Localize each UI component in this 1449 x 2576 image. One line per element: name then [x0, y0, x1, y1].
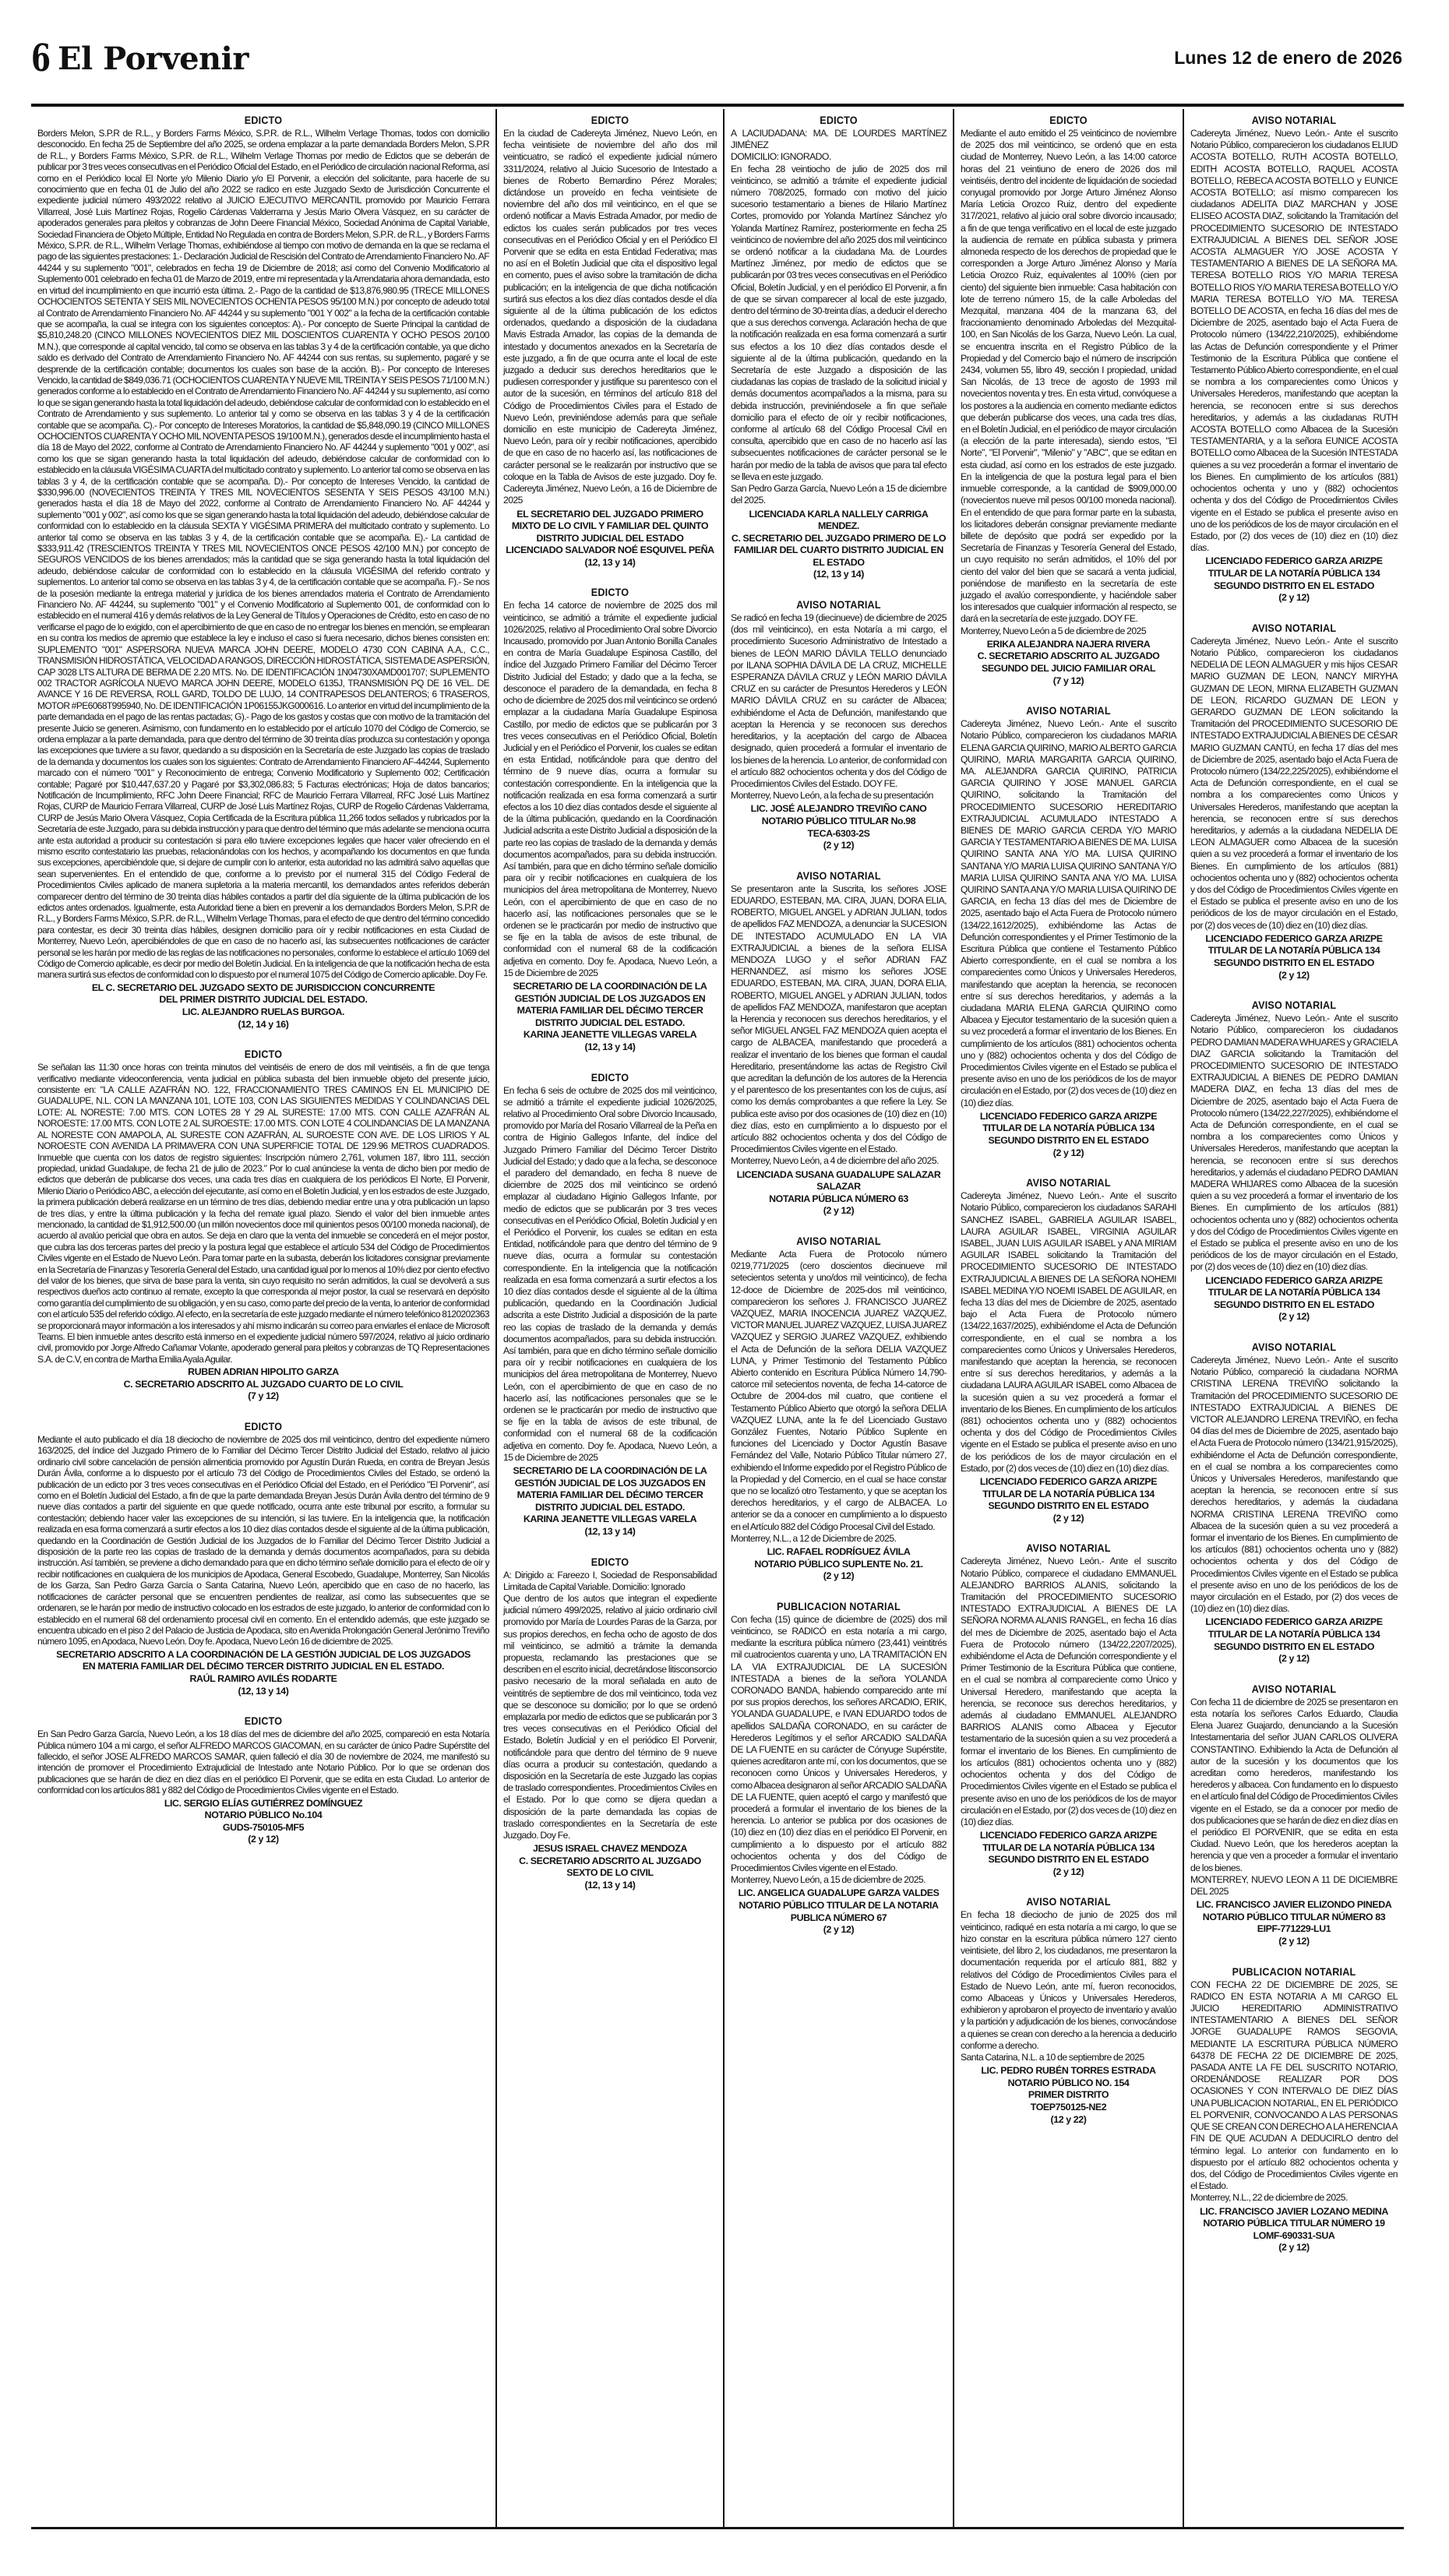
notice-title: AVISO NOTARIAL	[1026, 1895, 1111, 1908]
signature-line: EIPF-771229-LU1	[1257, 1923, 1331, 1935]
notice-signature	[37, 982, 489, 1031]
signature-line: TITULAR DE LA NOTARÍA PÚBLICA 134	[982, 1122, 1155, 1134]
legal-notice	[961, 1542, 1176, 1878]
publication-dates: (2 y 12)	[1278, 592, 1310, 604]
notice-body-paragraph: Cadereyta Jiménez, Nuevo León.- Ante el suscrito Notario Público, comparece el ciudadano EMMANUEL ALEJANDRO BARRIOS ALANIS, solicitando la Tramitación del PROCEDIMIENTO SUCESORIO INTESTADO EXTRAJUDICIAL A BIENES DE LA SEÑORA NORMA ALANIS RANGEL, en fecha 16 días del mes de Diciembre de 2025, asentado bajo el Acta Fuera de Protocolo número (134/22,2207/2025), exhibiéndome el Acta de Defunción correspondiente y el Primer Testimonio de la Escritura Pública que contiene, en el cual se nombra al compareciente como Único y Universal Heredero, manifestando que acepta la herencia, se reconoce sus derechos hereditarios, y además al ciudadano EMMANUEL ALEJANDRO BARRIOS ALANIS como Albacea y Ejecutor testamentario de la sucesión quien a su vez procederá a formar el inventario de los Bienes. En cumplimiento de los artículos (881) ochocientos ochenta uno y (882) ochocientos ochenta y dos del Código de Procedimientos Civiles vigente en el Estado se publica el presente aviso en uno de los periódicos de los de mayor circulación en el Estado, por (2) dos veces de (10) diez en (10) diez días.	[961, 1556, 1176, 1827]
signature-line: SEGUNDO DISTRITO EN EL ESTADO	[1214, 580, 1374, 591]
notice-signature	[1190, 1275, 1398, 1323]
notice-body-paragraph: En fecha 28 veintiocho de julio de 2025 dos mil veinticinco, se admitió a trámite el expediente judicial número 708/2025, formado con motivo del juicio sucesorio testamentario a bienes de Hilario Martínez Cortes, promovido por Yolanda Martínez Sánchez y/o Yolanda Martínez Ramírez, posteriormente en fecha 25 veinticinco de noviembre del año 2025 dos mil veinticinco se ordenó notificar a la ciudadana Ma. de Lourdes Martínez Jiménez, por medio de edictos que se publicarán por 03 tres veces consecutivas en el Periódico Oficial, Boletín Judicial, y en el periódico El Porvenir, a fin de que se sirvan comparecer al local de este juzgado, dentro del término de 30-treinta días, a deducir el derecho que a sus derechos convenga. Aclaración hecha de que la notificación realizada en esa forma comenzará a surtir sus efectos a los 10 diez días contados desde el siguiente al de la última publicación, quedando en la Secretaría de este Juzgado a disposición de las ciudadanas las copias de traslado de la solicitud inicial y demás documentos acompañados a la misma, para su debida instrucción, previniéndosele a fin que señale domicilio para el efecto de oír y recibir notificaciones, conforme al artículo 68 del Código Procesal Civil en consulta, apercibido que en caso de no hacerlo así las subsecuentes notificaciones de carácter personal se le harán por medio de la tabla de avisos que para tal efecto se lleva en este juzgado.	[731, 163, 947, 482]
notice-body-paragraph: Con fecha 11 de diciembre de 2025 se presentaron en esta notaría los señores Carlos Eduardo, Claudia Elena Juarez Guajardo, denunciando a la Sucesión Intestamentaria del señor JUAN CARLOS OLIVERA CONSTANTINO. Exhibiendo la Acta de Defunción al autor de la sucesión y los documentos que los acreditan como herederos, manifestando los herederos y albacea. Con fundamento en lo dispuesto en el artículo final del Código de Procedimientos Civiles vigente en el Estado, se da a conocer por medio de dos publicaciones que se harán de diez en diez días en el periódico El PORVENIR, que se edita en esta Ciudad. Nuevo León, que los herederos aceptan la herencia y que ven a proceder a formular el inventario de los bienes.	[1190, 1696, 1398, 1873]
signature-line: NOTARIO PÚBLICO TITULAR NÚMERO 83	[1202, 1911, 1386, 1922]
signature-line: TITULAR DE LA NOTARÍA PÚBLICA 134	[1208, 1287, 1380, 1299]
legal-notice	[37, 1714, 489, 1846]
legal-notice	[1190, 114, 1398, 604]
notice-signature	[503, 981, 717, 1054]
signature-line: JESUS ISRAEL CHAVEZ MENDOZA	[532, 1843, 688, 1855]
signature-line: NOTARIO PÚBLICO SUPLENTE No. 21.	[754, 1558, 923, 1570]
publication-dates: (2 y 12)	[1278, 2242, 1310, 2254]
legal-notice	[1190, 622, 1398, 981]
signature-line: NOTARIO PÚBLICA TITULAR NÚMERO 19	[1203, 2218, 1385, 2229]
legal-notice	[731, 114, 947, 581]
signature-line: LICENCIADO FEDERICO GARZA ARIZPE	[1205, 555, 1383, 567]
column-1	[31, 109, 497, 2527]
notice-signature	[503, 1843, 717, 1891]
signature-line: NOTARIO PÚBLICO NO. 154	[1007, 2077, 1130, 2088]
legal-notice	[1190, 999, 1398, 1323]
publication-dates: (7 y 12)	[248, 1390, 279, 1402]
legal-notice	[503, 586, 717, 1053]
publication-dates: (2 y 12)	[1052, 1512, 1084, 1524]
signature-line: SEGUNDO DISTRITO EN EL ESTADO	[1214, 957, 1374, 968]
notice-body-paragraph: En San Pedro Garza García, Nuevo León, a los 18 días del mes de diciembre del año 2025, compareció en esta Notaría Pública número 104 a mi cargo, el señor ALFREDO MARCOS GIACOMAN, en su carácter de único Padre Supérstite del fallecido, el señor JOSE ALFREDO MARCOS SAMAR, quien falleció el día 30 de noviembre de 2024, me manifestó su intención de promover el Procedimiento Extrajudicial de Intestado ante Notario Público. Por lo que se ordenan dos publicaciones que se harán de diez en diez días en el periódico El Porvenir, que se edita en esta Ciudad. Lo anterior de conformidad con los artículos 881 y 882 del Código de Procedimientos Civiles vigente en el Estado.	[37, 1728, 489, 1796]
notice-body-paragraph: Monterrey, N.L., 22 de diciembre de 2025.	[1190, 2192, 1348, 2204]
publication-dates: (2 y 12)	[823, 1205, 855, 1217]
signature-line: LIC. JOSÉ ALEJANDRO TREVIÑO CANO	[750, 803, 927, 815]
signature-line: LIC. ANGELICA GUADALUPE GARZA VALDES	[738, 1887, 940, 1899]
notice-title: EDICTO	[244, 1420, 283, 1432]
signature-line: TECA-6303-2S	[807, 827, 870, 839]
publication-dates: (2 y 12)	[823, 1570, 855, 1582]
notice-signature	[37, 1649, 489, 1697]
publication-dates: (2 y 12)	[1052, 1147, 1084, 1158]
publication-dates: (12, 13 y 14)	[813, 569, 865, 580]
notice-signature	[731, 1169, 947, 1218]
notice-body-paragraph: Monterrey, Nuevo León, a la fecha de su presentación	[731, 790, 933, 802]
signature-line: C. SECRETARIO ADSCRITO AL JUZGADO SEGUNDO DEL JUICIO FAMILIAR ORAL	[977, 650, 1160, 674]
notice-title: AVISO NOTARIAL	[796, 1234, 881, 1247]
notice-body-paragraph: En fecha 14 catorce de noviembre de 2025 dos mil veinticinco, se admitió a trámite el expediente judicial 1026/2025, relativo al Procedimiento Oral sobre Divorcio Incausado, promovido por Juan Antonio Bonilla Canales en contra de María Guadalupe Espinosa Castillo, del índice del Juzgado Primero Familiar del Décimo Tercer Distrito Judicial del Estado; y dado que a la fecha, se desconoce el paradero de la demandada, en fecha 8 ocho de diciembre de 2025 dos mil veinticinco se ordenó emplazar a la ciudadana María Guadalupe Espinosa Castillo, por medio de edictos que se publicarán por 3 tres veces consecutivas en el Periódico Oficial, Boletín Judicial y en el Periódico el Porvenir, los cuales se editan en esta Entidad, notificándole para que dentro del término de 9 nueve días, ocurra a formular su contestación correspondiente. En la inteligencia que la notificación realizada en esa forma comenzará a surtir efectos a los 10 diez días contados desde el siguiente al de la última publicación, quedando en la Coordinación Judicial adscrita a este Distrito Judicial a disposición de la parte reo las copias de traslado de la demanda y demás documentos acompañados, para su debida instrucción. Así también, para que en dicho término señale domicilio para oír y recibir notificaciones en cualquiera de los municipios del área metropolitana de Monterrey, Nuevo León, con el apercibimiento de que en caso de no hacerlo así, las notificaciones personales que se le ordenen se le practicarán por medio de instructivo que se fije en la tabla de avisos de este tribunal, de conformidad con el numeral 68 de la codificación adjetiva en comento. Doy fe. Apodaca, Nuevo León, a 15 de Diciembre de 2025	[503, 600, 717, 978]
notice-body-paragraph: Monterrey, Nuevo León a 5 de diciembre de 2025	[961, 625, 1147, 636]
publication-dates: (12, 13 y 14)	[584, 1526, 636, 1537]
legal-notice	[961, 1176, 1176, 1524]
notice-body-paragraph: En la ciudad de Cadereyta Jiménez, Nuevo León, en fecha veintisiete de noviembre del año dos mil veinticuatro, se radicó el expediente judicial número 3311/2024, relativo al Juicio Sucesorio de Intestado a bienes de Roberto Bernardino Pérez Morales; dictándose un proveído en fecha veintisiete de noviembre del año dos mil veinticinco, en el que se ordenó notificar a Mavis Estrada Amador, por medio de edictos los cuales serán publicados por tres veces consecutivas en el Periódico Oficial y en el Periódico El Porvenir que se edita en esta Entidad Federativa; mas no así en el Boletín Judicial que cita el dispositivo legal en comento, pues el aviso sobre la tramitación de dicha publicación; en la inteligencia de que dicha notificación surtirá sus efectos a los diez días contados desde el día siguiente al de la última publicación de los edictos ordenados, quedando a disposición de la ciudadana Mavis Estrada Amador, las copias de la demanda de intestado y documentos anexados en la Secretaría de este juzgado, a fin de que ocurra ante el local de este juzgado a deducir sus derechos hereditarios que le pudiesen corresponder y justifique su parentesco con el autor de la sucesión, en términos del artículo 818 del Código de Procedimientos Civiles para el Estado de Nuevo León, previniéndose además para que señale domicilio en este municipio de Cadereyta Jiménez, Nuevo León, para oír y recibir notificaciones, apercibido de que en caso de no hacerlo así, las notificaciones de carácter personal se le realizarán por instructivo que se coloque en la Tabla de Avisos de este juzgado. Doy fe. Cadereyta Jiménez, Nuevo León, a 16 de Diciembre de 2025	[503, 128, 717, 506]
notice-title: AVISO NOTARIAL	[1251, 999, 1337, 1012]
notice-title: AVISO NOTARIAL	[1251, 1682, 1337, 1695]
notice-body-paragraph: Mediante el auto publicado el día 18 dieciocho de noviembre de 2025 dos mil veinticinco, dentro del expediente número 163/2025, del índice del Juzgado Primero de lo Familiar del Décimo Tercer Distrito Judicial del Estado, relativo al juicio ordinario civil sobre cancelación de pensión alimenticia promovido por Agustín Durán Rueda, en contra de Breyan Jesús Durán Ávila, conforme a lo dispuesto por el artículo 73 del Código de Procedimientos Civiles del Estado, se ordenó la publicación de un edicto por 3 tres veces consecutivas en el Periódico Oficial del Estado, en el Periódico "El Porvenir", así como en el Boletín Judicial del Estado, a fin de que la parte demandada Breyan Jesús Durán Ávila dentro del término de 9 nueve días contados a partir del siguiente en que quede notificado, ocurra ante este tribunal por escrito, a formular su contestación; debiendo hacer valer las excepciones de su intención, si las tuviere. En la inteligencia que, la notificación realizada en esa forma comenzará a surtir efectos a los 10 diez días contados desde el siguiente al de la última publicación, quedando en la Coordinación de Gestión Judicial de los Juzgados de lo Familiar del Décimo Tercer Distrito Judicial a disposición de la parte reo las copias de traslado de la demanda y demás documentos acompañados, para su debida instrucción. Así también, se previene a dicho demandado para que en dicho término señale domicilio para el efecto de oír y recibir notificaciones en cualquiera de los municipios de Apodaca, General Escobedo, Guadalupe, Monterrey, San Nicolás de los Garza, San Pedro Garza García o Santa Catarina, Nuevo León, apercibido que en caso de no hacerlo, las notificaciones de carácter personal que se encuentren pendientes de realizar, así como las subsecuentes que se ordenaren, se le harán por medio de instructivo colocado en los estrados de este juzgado, lo anterior de conformidad con lo establecido en el numeral 68 del ordenamiento procesal civil en comento. En el entendido además, que este juzgado se encuentra ubicado en el piso 2 del Palacio de Justicia de Apodaca, sito en Avenida Prolongación General Jerónimo Treviño número 1095, en Apodaca, Nuevo León. Doy fe. Apodaca, Nuevo León 16 de diciembre de 2025.	[37, 1434, 489, 1647]
notice-signature	[503, 509, 717, 569]
notice-signature	[1190, 555, 1398, 604]
signature-line: LIC. FRANCISCO JAVIER LOZANO MEDINA	[1200, 2205, 1388, 2217]
signature-line: EN MATERIA FAMILIAR DEL DÉCIMO TERCER DISTRITO JUDICIAL EN EL ESTADO.	[82, 1661, 445, 1672]
notice-body-paragraph: Monterrey, Nuevo León, a 15 de diciembre de 2025.	[731, 1874, 925, 1886]
notice-signature	[1190, 1899, 1398, 1947]
notice-body-paragraph: Que dentro de los autos que integran el expediente judicial número 499/2025, relativo al juicio ordinario civil promovido por María de Lourdes Paras de la Garza, por sus propios derechos, en fecha ocho de agosto de dos mil veinticinco, se admitió a trámite la demanda propuesta, reclamando las prestaciones que se describen en el escrito inicial, decretándose litisconsorcio pasivo necesario de la moral señalada en auto de veintitrés de septiembre de dos mil veinticinco, toda vez que se desconoce su domicilio; por lo que se ordenó emplazarla por medio de edictos que se publicarán por 3 tres veces consecutivas en el Periódico Oficial del Estado, Boletín Judicial y en el periódico El Porvenir, notificándole para que dentro del término de 9 nueve días ocurra a producir su contestación, quedando a disposición en la Secretaría de este Juzgado las copias de traslado correspondientes. Procedimientos Civiles en el Estado. Por lo que como se dijera quedan a disposición de la parte demandada las copias de traslado correspondientes en la Secretaría de este Juzgado. Doy Fe.	[503, 1593, 717, 1841]
signature-line: LICENCIADO FEDERICO GARZA ARIZPE	[979, 1110, 1158, 1122]
signature-line: LIC. ALEJANDRO RUELAS BURGOA.	[182, 1006, 345, 1018]
notice-signature	[503, 1465, 717, 1538]
newspaper-name: El Porvenir	[58, 41, 249, 77]
notice-title: AVISO NOTARIAL	[796, 869, 881, 882]
publication-dates: (2 y 12)	[823, 840, 855, 851]
notice-signature	[731, 803, 947, 851]
signature-line: TOEP750125-NE2	[1030, 2101, 1107, 2113]
publication-dates: (12, 13 y 14)	[584, 556, 636, 568]
legal-notice	[1190, 1965, 1398, 2254]
notice-body-paragraph: Cadereyta Jiménez, Nuevo León.- Ante el suscrito Notario Público, comparecieron los ciudadanos MARIA ELENA GARCIA QUIRINO, MARIO ALBERTO GARCIA QUIRINO, MARIA MARGARITA GARCIA QUIRINO, MA. ALEJANDRA GARCIA QUIRINO, PATRICIA GARCIA QUIRINO Y JOSE MANUEL GARCIA QUIRINO, solicitando la Tramitación del PROCEDIMIENTO SUCESORIO HEREDITARIO EXTRAJUDICIAL ACUMULADO INTESTADO A BIENES DE MARIO GARCIA CERDA Y/O MARIO GARCIA Y TESTAMENTARIO A BIENES DE MA. LUISA QUIRINO SANTA ANA Y/O MA. LUISA QUIRINO SANTANA Y/O MARIA LUISA QUIRINO SANTANA Y/O MARIA LUISA QUIRINO SANTA ANA Y/O MA. LUISA QUIRINO SANTA ANA Y/O MARIA LUISA QUIRINO DE GARCIA, en fecha 13 días del mes de Diciembre de 2025, asentado bajo el Acta Fuera de Protocolo número (134/22,1612/2025), exhibiéndome las Actas de Defunción correspondientes y el Primer Testimonio de la Escritura Pública que contiene el Testamento Público Abierto correspondiente, en el cual se nombra a los comparecientes como Únicos y Universales Herederos, manifestando que aceptan la herencia, se reconocen entre sí sus derechos hereditarios, y además a la ciudadana MARIA ELENA GARCIA QUIRINO como Albacea y Ejecutor testamentario de la sucesión quien a su vez procederá a formar el inventario de los Bienes. En cumplimiento de los artículos (881) ochocientos ochenta uno y (882) ochocientos ochenta y dos del Código de Procedimientos Civiles vigente en el Estado se publica el presente aviso en uno de los periódicos de los de mayor circulación en el Estado, por (2) dos veces de (10) diez en (10) diez días.	[961, 718, 1176, 1108]
publication-dates: (2 y 12)	[248, 1834, 279, 1845]
notice-body-paragraph: Mediante Acta Fuera de Protocolo número 0219,771/2025 (cero doscientos diecinueve mil setecientos setenta y uno/dos mil veinticinco), de fecha 12-doce de Diciembre de 2025-dos mil veinticinco, comparecieron los señores J. FRANCISCO JUAREZ VAZQUEZ, MARIA INOCENCIA JUAREZ VAZQUEZ, VICTOR MANUEL JUAREZ VAZQUEZ, LUISA JUAREZ VAZQUEZ y SERGIO JUAREZ VAZQUEZ, exhibiendo el Acta de Defunción de la señora DELIA VAZQUEZ LUNA, y Primer Testimonio del Testamento Público Abierto contenido en Escritura Pública Número 14,790-catorce mil setecientos noventa, de fecha 14-catorce de Octubre de 2004-dos mil cuatro, que contiene el Testamento Público Abierto que otorgó la señora DELIA VAZQUEZ LUNA, ante la fe del Licenciado Gustavo González Fuentes, Notario Público Suplente en funciones del Licenciado y Doctor Agustín Basave Fernández del Valle, Notario Público Titular número 27, exhibiendo el Informe expedido por el Registro Público de la Propiedad y del Comercio, en el cual se hace constar que no se localizó otro Testamento, y que se aceptan los derechos hereditarios, y el cargo de ALBACEA. Lo anterior se da a conocer en cumplimiento a lo dispuesto en el Artículo 882 del Código Procesal Civil del Estado.	[731, 1248, 947, 1532]
notice-title: PUBLICACION NOTARIAL	[777, 1599, 901, 1612]
signature-line: SECRETARIO ADSCRITO A LA COORDINACIÓN DE LA GESTIÓN JUDICIAL DE LOS JUZGADOS	[56, 1648, 471, 1660]
column-3	[724, 109, 954, 2527]
signature-line: LICENCIADO FEDERICO GARZA ARIZPE	[979, 1830, 1158, 1841]
notice-body-paragraph: DOMICILIO: IGNORADO.	[731, 151, 831, 163]
signature-line: EL SECRETARIO DEL JUZGADO PRIMERO MIXTO DE LO CIVIL Y FAMILIAR DEL QUINTO DISTRITO JUDICIAL DEL ESTADO	[511, 508, 709, 544]
signature-line: SEGUNDO DISTRITO EN EL ESTADO	[988, 1854, 1149, 1866]
notice-title: EDICTO	[591, 114, 629, 126]
notice-signature	[961, 1111, 1176, 1159]
notice-body-paragraph: En fecha 6 seis de octubre de 2025 dos mil veinticinco, se admitió a trámite el expediente judicial 1026/2025, relativo al Procedimiento Oral sobre Divorcio Incausado, promovido por María del Rosario Villarreal de la Peña en contra de Higinio Gallegos Infante, del índice del Juzgado Primero Familiar del Décimo Tercer Distrito Judicial del Estado; y dado que a la fecha, se desconoce el paradero del demandado, en fecha 8 nueve de diciembre de 2025 dos mil veinticinco se ordenó emplazar al ciudadano Higinio Gallegos Infante, por medio de edictos que se publicarán por 3 tres veces consecutivas en el Periódico Oficial, Boletín Judicial y en el Periódico el Porvenir, los cuales se editan en esta Entidad, notificándole para que dentro del término de 9 nueve días, ocurra a formular su contestación correspondiente. En la inteligencia que la notificación realizada en esa forma comenzará a surtir efectos a los 10 diez días contados desde el siguiente al de la última publicación, quedando en la Coordinación Judicial adscrita a este Distrito Judicial a disposición de la parte reo las copias de traslado de la demanda y demás documentos acompañados, para su debida instrucción. Así también, para que en dicho término señale domicilio para oír y recibir notificaciones en cualquiera de los municipios del área metropolitana de Monterrey, Nuevo León, con el apercibimiento de que en caso de no hacerlo así, las notificaciones personales que se le ordenen se le practicarán por medio de instructivo que se fije en la tabla de avisos de este tribunal, de conformidad con el numeral 68 de la codificación adjetiva en comento. Doy fe. Apodaca, Nuevo León, a 15 de Diciembre de 2025	[503, 1084, 717, 1463]
notice-body-paragraph: Con fecha (15) quince de diciembre de (2025) dos mil veinticinco, se RADICÓ en esta notaría a mi cargo, mediante la escritura pública número (23,441) veintitrés mil cuatrocientos cuarenta y uno, LA TRAMITACIÓN EN LA VIA EXTRAJUDICIAL DE LA SUCESIÓN INTESTADA a bienes de la señora YOLANDA CORONADO BANDA, habiendo comparecido ante mí por sus propios derechos, los señores ARCADIO, ERIK, YOLANDA GUADALUPE, e IVAN EDUARDO todos de apellidos SALDAÑA CORONADO, en su carácter de Herederos Legítimos y el señor ARCADIO SALDAÑA DE LA FUENTE en su carácter de Cónyuge Supérstite, quienes acreditaron ante mí, con los documentos, que se reconocen como Únicos y Universales Herederos, y como Albacea designaron al señor ARCADIO SALDAÑA DE LA FUENTE, quien aceptó el cargo y manifestó que procederá a formular el inventario de los bienes de la herencia. Lo anterior se publica por dos ocasiones de (10) diez en (10) diez días en el periódico El Porvenir, en cumplimiento a lo dispuesto por el artículo 882 ochocientos ochenta y dos del Código de Procedimientos Civiles vigente en el Estado.	[731, 1613, 947, 1874]
notice-title: EDICTO	[244, 1048, 283, 1061]
notice-title: PUBLICACION NOTARIAL	[1232, 1965, 1356, 1978]
legal-notice	[1190, 1341, 1398, 1665]
signature-line: LICENCIADO FEDERICO GARZA ARIZPE	[1205, 1616, 1383, 1628]
signature-line: NOTARIA PÚBLICA NÚMERO 63	[769, 1193, 908, 1204]
column-5	[1184, 109, 1404, 2527]
notice-signature	[731, 509, 947, 582]
notice-title: EDICTO	[591, 1070, 629, 1084]
page-number: 6	[31, 37, 51, 80]
legal-notice	[731, 1235, 947, 1583]
legal-notice	[961, 1895, 1176, 2126]
legal-notice	[503, 1071, 717, 1538]
notice-title: AVISO NOTARIAL	[1251, 114, 1337, 126]
bottom-rule	[31, 2527, 1404, 2529]
notice-title: AVISO NOTARIAL	[796, 598, 881, 611]
signature-line: RUBEN ADRIAN HIPOLITO GARZA	[188, 1366, 339, 1378]
notice-title: EDICTO	[244, 114, 283, 126]
signature-line: SEGUNDO DISTRITO EN EL ESTADO	[1214, 1299, 1374, 1310]
notice-title: EDICTO	[591, 586, 629, 599]
signature-line: SEGUNDO DISTRITO EN EL ESTADO	[988, 1135, 1149, 1146]
notice-body-paragraph: San Pedro Garza García, Nuevo León a 15 de diciembre del 2025.	[731, 483, 947, 506]
legal-notice	[37, 114, 489, 1031]
legal-notice	[961, 114, 1176, 687]
publication-dates: (2 y 12)	[1052, 1866, 1084, 1877]
notice-body-paragraph: Monterrey, N.L., a 12 de Diciembre de 2025.	[731, 1532, 897, 1544]
notice-signature	[1190, 933, 1398, 981]
signature-line: KARINA JEANETTE VILLEGAS VARELA	[523, 1029, 697, 1041]
signature-line: LICENCIADA SUSANA GUADALUPE SALAZAR SALAZAR	[736, 1168, 941, 1193]
publication-dates: (12, 14 y 16)	[238, 1018, 289, 1030]
notice-body-paragraph: CON FECHA 22 DE DICIEMBRE DE 2025, SE RADICO EN ESTA NOTARIA A MI CARGO EL JUICIO HEREDITARIO ADMINISTRATIVO INTESTAMENTARIO A BIENES DEL SEÑOR JORGE GUADALUPE RAMOS SEGOVIA, MEDIANTE LA ESCRITURA PÚBLICA NÚMERO 64378 DE FECHA 22 DE DICIEMBRE DE 2025, PASADA ANTE LA FE DEL SUSCRITO NOTARIO, ORDENÁNDOSE REALIZAR POR DOS OCASIONES Y CON INTERVALO DE DIEZ DÍAS UNA PUBLICACION NOTARIAL, EN EL PERIÓDICO EL PORVENIR, CONVOCANDO A LAS PERSONAS QUE SE CREAN CON DERECHO A LA HERENCIA A FIN DE QUE ACUDAN A DEDUCIRLO dentro del término legal. Lo anterior con fundamento en lo dispuesto por el artículo 882 ochocientos ochenta y dos, del Código de Procedimientos Civiles vigente en el Estado.	[1190, 1979, 1398, 2192]
legal-notice	[503, 114, 717, 569]
notice-body-paragraph: Se presentaron ante la Suscrita, los señores JOSE EDUARDO, ESTEBAN, MA. CIRA, JUAN, DORA ELIA, ROBERTO, MIGUEL ANGEL y ADRIAN JULIAN, todos de apellidos FAZ MENDOZA, a denunciar la SUCESION DE INTESTADO ACUMULADO EN LA VIA EXTRAJUDICIAL a bienes de la señora ELISA MENDOZA LUGO y el señor ADRIAN FAZ HERNANDEZ, así mismo los señores JOSE EDUARDO, ESTEBAN, MA. CIRA, JUAN, DORA ELIA, ROBERTO, MIGUEL ANGEL y ADRIAN JULIAN, todos de apellidos FAZ MENDOZA, manifestaron que aceptan la Herencia y reconocen sus derechos hereditarios, y el señor MIGUEL ANGEL FAZ MENDOZA quien acepta el cargo de ALBACEA, manifestando que procederá a realizar el inventario de los bienes que forman el caudal Hereditario, presentándome las actas de Registro Civil que acreditan la defunción de los autores de la Herencia y el parentesco de los presentantes con los de cujus, así como los demás comprobantes a que refiere la Ley. Se publica este aviso por dos ocasiones de (10) diez en (10) diez días, esto en cumplimiento a lo dispuesto por el artículo 882 ochocientos ochenta y dos del Código de Procedimientos Civiles vigente en el Estado.	[731, 883, 947, 1155]
signature-line: SEGUNDO DISTRITO EN EL ESTADO	[988, 1500, 1149, 1512]
publication-dates: (2 y 12)	[1278, 969, 1310, 981]
notice-body-paragraph: A LACIUDADANA: MA. DE LOURDES MARTÍNEZ JIMÉNEZ	[731, 128, 947, 151]
publication-dates: (12, 13 y 14)	[238, 1685, 289, 1697]
publication-dates: (2 y 12)	[1278, 1653, 1310, 1665]
signature-line: TITULAR DE LA NOTARÍA PÚBLICA 134	[982, 1841, 1155, 1853]
column-4	[954, 109, 1184, 2527]
legal-notice	[1190, 1683, 1398, 1948]
signature-line: LIC. PEDRO RUBÉN TORRES ESTRADA	[981, 2065, 1156, 2077]
notice-title: AVISO NOTARIAL	[1026, 1542, 1111, 1555]
signature-line: NOTARIO PÚBLICO TITULAR No.98	[761, 815, 916, 826]
notice-signature	[1190, 2206, 1398, 2254]
notice-title: EDICTO	[244, 1714, 283, 1728]
signature-line: LIC. FRANCISCO JAVIER ELIZONDO PINEDA	[1196, 1899, 1392, 1911]
notice-body-paragraph: Santa Catarina, N.L. a 10 de septiembre de 2025	[961, 2051, 1144, 2063]
notice-body-paragraph: Cadereyta Jiménez, Nuevo León.- Ante el suscrito Notario Público, comparecieron los ciudadanos PEDRO DAMIAN MADERA WHUARES y GRACIELA DIAZ GARCIA solicitando la Tramitación del PROCEDIMIENTO SUCESORIO DE INTESTADO EXTRAJUDICIAL A BIENES DE PEDRO DAMIAN MADERA DIAZ, en fecha 13 días del mes de Diciembre de 2025, asentado bajo el Acta Fuera de Protocolo número (134/22,227/2025), exhibiéndome el Acta de Defunción correspondiente, en el cual se nombra a los comparecientes como Únicos y Universales Herederos, manifestando que aceptan la herencia, se reconocen entre sí sus derechos hereditarios, y además el ciudadano PEDRO DAMIAN MADERA WHIJARES como Albacea de la sucesión quien a su vez procederá a formar el inventario de los Bienes. En cumplimiento de los artículos (881) ochocientos ochenta uno y (882) ochocientos ochenta y dos del Código de Procedimientos Civiles vigente en el Estado se publica el presente aviso en uno de los periódicos de los de mayor circulación en el Estado, por (2) dos veces de (10) diez en (10) diez días.	[1190, 1013, 1398, 1273]
publication-dates: (12 y 22)	[1050, 2113, 1087, 2125]
notice-body-paragraph: Borders Melon, S.P.R de R.L., y Borders Farms México, S.P.R. de R.L., Wilhelm Verlage Thomas, todos con domicilio desconocido. En fecha 25 de Septiembre del año 2025, se ordena emplazar a la parte demandada Borders Melon, S.P.R de R.L., y Borders Farms México, S.P.R. de R.L., Wilhelm Verlage Thomas por medio de Edictos que se deberán de publicar por 3 tres veces consecutivas en el Periódico Oficial del Estado, en el Periódico de circulación nacional Reforma, así como en el Periódico local El Norte y/o Milenio Diario y/o El Porvenir, a elección del solicitante, para hacerle de su conocimiento que en fecha 01 de Julio del año 2022 se radico en este Juzgado Sexto de Jurisdicción Concurrente el expediente judicial número 493/2022 relativo al JUICIO EJECUTIVO MERCANTIL promovido por Mauricio Ferrara Villarreal, José Luis Martínez Rojas, Rogelio Cárdenas Valderrama y Jesús Mario Olvera Vásquez, en su carácter de apoderados generales para pleitos y cobranzas de John Deere Financial México, Sociedad Anónima de Capital Variable, Sociedad Financiera de Objeto Múltiple, Entidad No Regulada en contra de Borders Melon, S.P.R. de R.L., y Borders Farms México, S.P.R. de R.L., Wilhelm Verlage Thomas, exhibiéndose al tiempo con motivo de demanda en la que se reclama el pago de las siguientes prestaciones: 1.- Declaración Judicial de Rescisión del Contrato de Arrendamiento Financiero No. AF 44244 y su suplemento "001", celebrados en fecha 19 de Diciembre de 2018; así como del Convenio Modificatorio al Suplemento 001 celebrado en fecha 01 de Marzo de 2019, entre mi representada y la Arrendataria ahora demandada, esto en virtud del incumplimiento en que incurrió esta última. 2.- Pago de la cantidad de $13,876,980.95 (TRECE MILLONES OCHOCIENTOS SETENTA Y SEIS MIL NOVECIENTOS OCHENTA PESOS 95/100 M.N.) por concepto de adeudo total al Contrato de Arrendamiento Financiero No. AF 44244 y su suplemento "001 Y 002" a la fecha de la certificación contable que se acompaña, la cual se integra con los siguientes conceptos: A).- Por concepto de Suerte Principal la cantidad de $5,810,248.20 (CINCO MILLONES NOVECIENTOS DIEZ MIL DOSCIENTOS CUARENTA Y OCHO PESOS 20/100 M.N.), que corresponde al capital vencido, tal como se observa en las tablas 3 y 4 de la certificación contable, ya que dicho saldo es derivado del Contrato de Arrendamiento Financiero No. AF 44244 con sus rentas, su suplemento, pagaré y se desprende de la certificación contable; documentos los cuales son base de la acción. B).- Por concepto de Intereses Vencido, la cantidad de $849,036.71 (OCHOCIENTOS CUARENTA Y NUEVE MIL TREINTA Y SEIS PESOS 71/100 M.N.) generados conforme a lo establecido en el Contrato de Arrendamiento Financiero No. AF 44244 y su suplemento, así como lo que se sigan generando hasta la total liquidación del adeudo, debiéndose calcular de conformidad con lo establecido en el Contrato de Arrendamiento y sus suplemento. Lo anterior tal y como se observa en las tablas 3 y 4 de la certificación contable que se acompaña. C).- Por concepto de Intereses Moratorios, la cantidad de $5,848,090.19 (CINCO MILLONES OCHOCIENTOS CUARENTA Y OCHO MIL NOVENTA PESOS 19/100 M.N.), generados desde el incumplimiento hasta el día 18 de Mayo del 2022, conforme al Contrato de Arrendamiento Financiero No. AF 44244 y suplemento "001 y 002", así como los que se sigan generando hasta la total liquidación del adeudo, debiéndose calcular de conformidad con lo establecido en la cláusula VIGÉSIMA CUARTA del multicitado contrato y suplemento. Lo anterior tal como se observa en las tablas 3 y 4, de la certificación contable que se acompaña. D).- Por concepto de Intereses Vencido, la cantidad de $330,996.00 (NOVECIENTOS TREINTA Y TRES MIL NOVECIENTOS SESENTA Y SEIS PESOS 43/100 M.N.) generados hasta el día 18 de Mayo del 2022, conforme al Contrato de Arrendamiento Financiero No. AF 44244 y suplemento "001 y 002", así como los que se sigan generando hasta la total liquidación del adeudo, debiéndose calcular de conformidad con lo establecido en la cláusula SEXTA Y VIGÉSIMA PRIMERA del multicitado contrato y suplemento. Lo anterior tal como se observa en las tablas 3 y 4, de la certificación contable que se acompaña. E).- La cantidad de $333,911.42 (TRESCIENTOS TREINTA Y TRES MIL NOVECIENTOS ONCE PESOS 42/100 M.N.) por concepto de SEGUROS VENCIDOS de los bienes arrendados; más la cantidad que se siga generando hasta la total liquidación del adeudo, debiéndose calcular de conformidad con lo establecido en la cláusula VIGÉSIMA del referido contrato y suplementos. Lo anterior tal como se observa en las tablas 3 y 4, de la certificación contable que se acompaña. F).- Se nos de la posesión mediante la entrega material y jurídica de los bienes arrendados materia el Contrato de Arrendamiento Financiero No. AF 44244, su suplemento "001" y el Convenio Modificatorio al Suplemento 001, de conformidad con lo establecido en el numeral 416 y demás relativos de la Ley General de Títulos y Operaciones de Crédito, esto en caso de no verificarse el pago de lo exigido, con el apercibimiento de que en caso de no entregar los bienes en mención, se emplearan en su contra los medios de apremio que establece la ley e incluso el caso si fuera necesario, dichos bienes consisten en: SUPLEMENTO "001" ASPERSORA NUEVA MARCA JOHN DEERE, MODELO 4730 CON CABINA A.A., C.C., TRANSMISIÓN HIDROSTÁTICA, VELOCIDAD A RANGOS, DIRECCIÓN HIDROSTÁTICA, SISTEMA DE ASPERSIÓN, CAP 3028 LTS ALTURA DE BERMA DE 2.20 MTS. No. DE IDENTIFICACIÓN 1N04730XAMD001707; SUPLEMENTO 002 TRACTOR AGRÍCOLA NUEVO MARCA JOHN DEERE, MODELO 6135J, TRANSMISIÓN PQ DE 16 VEL. DE AVANCE Y 16 DE REVERSA, ROLL GARD, TOLDO DE LUJO, 14 CONTRAPESOS DELANTEROS; 6 TRASEROS, MOTOR #PE6068T995940, No. DE IDENTIFICACIÓN 1P06155JKG000616. Lo anterior en virtud del incumplimiento de la parte demandada en el pago de las rentas pactadas; G).- Pago de los gastos y costas que con motivo de la tramitación del presente Juicio se generen. Asimismo, con fundamento en lo establecido por el artículo 1070 del Código de Comercio, se ordena emplazar a la parte demandada, para que dentro del término de 30 treinta días produzca su contestación y oponga las excepciones que tuviere a su favor, quedando a su disposición en la Secretaría de este Juzgado las copias de traslado de la demanda y documentos los cuales son los siguientes: Contrato de Arrendamiento Financiero AF-44244, Suplemento marcado con el número "001" y Reconocimiento de entrega; Convenio Modificatorio y Suplemento 002; Certificación contable; Pagaré por $10,447,637.20 y Pagaré por $3,302,086.83; 5 Facturas electrónicas; Hoja de datos bancarios; Notificación de Incumplimiento, RFC John Deere Financial; RFC de Mauricio Ferrara Villarreal, RFC José Luis Martínez Rojas, CURP de Mauricio Ferrara Villarreal, CURP de José Luis Martínez Rojas, CURP de Rogelio Cárdenas Valderrama, CURP de Jesús Mario Olvera Vásquez, Copia Certificada de la Escritura pública 11,266 todos sellados y rubricados por la Secretaría de este Juzgado, para su debida instrucción y para que dentro del término que más adelante se menciona ocurra ante esta autoridad a producir su contestación si para ello tuviere excepciones legales que hacer valer ofreciendo en el mismo escrito contestatario las pruebas, relacionándolas con los hechos, y acompañando los documentos en que funda sus excepciones, apercibiéndole que, si dejare de cumplir con lo anterior, esta autoridad no las admitirá salvo aquellas que sean supervenientes. En el entendido de que, conforme a lo previsto por el numeral 315 del Código Federal de Procedimientos Civiles aplicado de manera supletoria a la materia mercantil, los demandados antes referidos deberán comparecer dentro del término de 30 treinta días hábiles contados a partir del día siguiente de la última publicación de los edictos antes ordenados. Igualmente, esta Autoridad tiene a bien en prevenir a los demandados Borders Melon, S.P.R de R.L., y Borders Farms México, S.P.R. de R.L., Wilhelm Verlage Thomas, para el efecto de que dentro del término concedido para contestar, es decir 30 treinta días hábiles, designen domicilio para oír y recibir notificaciones en esta Ciudad de Monterrey, Nuevo León, apercibiéndoles de que en caso de no hacerlo así, las subsecuentes notificaciones de carácter personal se les harán por medio de las reglas de las notificaciones no personales, conforme lo establece el artículo 1069 del Código de Comercio aplicable, es decir por medio del Boletín Judicial. En la inteligencia de que la notificación hecha de esta manera surtirá sus efectos de conformidad con lo dispuesto por el numeral 1075 del Código de Comercio aplicable. Doy Fe.	[37, 128, 489, 981]
notice-body-paragraph: Mediante el auto emitido el 25 veinticinco de noviembre de 2025 dos mil veinticinco, se ordenó que en esta ciudad de Monterrey, Nuevo León, a las 14:00 catorce horas del 21 veintiuno de enero de 2026 dos mil veintiséis, dentro del incidente de liquidación de sociedad conyugal promovido por Jorge Arturo Jiménez Alonso María Leticia Orozco Ruiz, dentro del expediente 317/2021, relativo al juicio oral sobre divorcio incausado; a fin de que tenga verificativo en el local de este juzgado la audiencia de remate en pública subasta y primera almoneda respecto de los derechos de propiedad que le corresponden a Jorge Arturo Jiménez Alonso y María Leticia Orozco Ruiz, equivalentes al 100% (cien por ciento) del siguiente bien inmueble: Casa habitación con lote de terreno número 15, de la calle Arboledas del Mezquital, manzana 404 de la manzana 63, del fraccionamiento denominado Arboledas del Mezquital-100, en San Nicolás de los Garza, Nuevo León. La cual, se encuentra inscrita en el Registro Público de la Propiedad y del Comercio bajo el número de inscripción 2434, volumen 55, libro 49, sección I propiedad, unidad San Nicolás, de 13 trece de agosto de 1993 mil novecientos noventa y tres. En esta virtud, convóquese a los postores a la audiencia en comento mediante edictos que deberán publicarse dos veces, una cada tres días, en el Boletín Judicial, en el periódico de mayor circulación (a elección de la parte interesada), siendo estos, "El Norte", "El Porvenir", "Milenio" y "ABC", que se editan en esta ciudad, así como en los estrados de este juzgado. En la inteligencia de que la postura legal para el bien inmueble corresponde, a la cantidad de $909,000.00 (novecientos nueve mil pesos 00/100 moneda nacional). En el entendido de que para formar parte en la subasta, los licitadores deberán consignar previamente mediante billete de depósito que podrá ser expedido por la Secretaría de Finanzas y Tesorería General del Estado, un cuyo requisito no serán admitidos, el 10% del por ciento del valor del bien que se sacará a venta judicial, poniéndose de manifiesto en la secretaría de este juzgado el avalúo correspondiente, y haciéndole saber los interesados que cualquier información al respecto, se dará en la secretaría de este juzgado. DOY FE.	[961, 128, 1176, 625]
notice-body-paragraph: Cadereyta Jiménez, Nuevo León.- Ante el suscrito Notario Público, comparecieron los ciudadanos NEDELIA DE LEON ALMAGUER y mis hijos CESAR MARIO GUZMAN DE LEON, NANCY MIRYHA GUZMAN DE LEON, MIRNA ELIZABETH GUZMAN DE LEON, RICARDO GUZMAN DE LEON y GERARDO GUZMAN DE LEON solicitando la Tramitación del PROCEDIMIENTO SUCESORIO DE INTESTADO EXTRAJUDICIAL A BIENES DE CÉSAR MARIO GUZMAN CANTÚ, en fecha 17 días del mes de Diciembre de 2025, asentado bajo el Acta Fuera de Protocolo número (134/22,225/2025), exhibiéndome el Acta de Defunción correspondiente, en el cual se nombra a los comparecientes como Únicos y Universales Herederos, manifestando que aceptan la herencia, se reconocen entre sí sus derechos hereditarios, y además a la ciudadana NEDELIA DE LEON ALMAGUER como Albacea de la sucesión quien a su vez procederá a formar el inventario de los Bienes. En cumplimiento de los artículos (881) ochocientos ochenta uno y (882) ochocientos ochenta y dos del Código de Procedimientos Civiles vigente en el Estado se publica el presente aviso en uno de los periódicos de los de mayor circulación en el Estado, por (2) dos veces de (10) diez en (10) diez días.	[1190, 635, 1398, 931]
signature-line: PRIMER DISTRITO	[1028, 2089, 1109, 2101]
notice-body-paragraph: Se radicó en fecha 19 (diecinueve) de diciembre de 2025 (dos mil veinticinco), en esta Notaría a mi cargo, el procedimiento Sucesorio Administrativo de Intestado a bienes de LEÓN MARIO DÁVILA TELLO denunciado por ILANA SOPHIA DÁVILA DE LA CRUZ, MICHELLE ESPERANZA DÁVILA CRUZ y LEÓN MARIO DÁVILA CRUZ en su carácter de Presuntos Herederos y LEÓN MARIO DÁVILA CRUZ en su carácter de Albacea; exhibiéndome el Acta de Defunción, manifestando que aceptan la Herencia y se reconocen sus derechos hereditarios, y la aceptación del cargo de Albacea designado, quien procederá a formular el inventario de los bienes de la herencia. Lo anterior, de conformidad con el artículo 882 ochocientos ochenta y dos del Código de Procedimientos Civiles del Estado. DOY FE.	[731, 612, 947, 789]
signature-line: KARINA JEANETTE VILLEGAS VARELA	[523, 1514, 697, 1525]
publication-dates: (7 y 12)	[1052, 675, 1084, 686]
signature-line: TITULAR DE LA NOTARÍA PÚBLICA 134	[982, 1488, 1155, 1499]
signature-line: SECRETARIO DE LA COORDINACIÓN DE LA GESTIÓN JUDICIAL DE LOS JUZGADOS EN MATERIA FAMILIAR DEL DÉCIMO TERCER DISTRITO JUDICIAL DEL ESTADO.	[513, 1465, 707, 1513]
signature-line: C. SECRETARIO DEL JUZGADO PRIMERO DE LO FAMILIAR DEL CUARTO DISTRITO JUDICIAL EN EL ESTADO	[731, 532, 947, 568]
legal-notice	[731, 1600, 947, 1936]
signature-line: LIC. SERGIO ELÍAS GUTIÉRREZ DOMÍNGUEZ	[164, 1797, 363, 1809]
signature-line: LICENCIADA KARLA NALLELY CARRIGA MENDEZ.	[749, 508, 929, 532]
signature-line: LICENCIADO SALVADOR NOÉ ESQUIVEL PEÑA	[506, 544, 714, 556]
notice-signature	[37, 1798, 489, 1846]
notice-signature	[961, 639, 1176, 687]
signature-line: TITULAR DE LA NOTARÍA PÚBLICA 134	[1208, 1629, 1380, 1640]
signature-line: LOMF-690331-SUA	[1253, 2229, 1335, 2241]
signature-line: DEL PRIMER DISTRITO JUDICIAL DEL ESTADO.	[159, 994, 368, 1006]
signature-line: SEGUNDO DISTRITO EN EL ESTADO	[1214, 1640, 1374, 1652]
notice-signature	[37, 1366, 489, 1403]
signature-line: GUDS-750105-MF5	[222, 1821, 305, 1833]
notice-title: EDICTO	[1049, 114, 1088, 126]
signature-line: C. SECRETARIO ADSCRITO AL JUZGADO CUARTO DE LO CIVIL	[123, 1378, 404, 1390]
notice-body-paragraph: Cadereyta Jiménez, Nuevo León.- Ante el suscrito Notario Público, comparecieron los ciudadanos SARAHI SANCHEZ ISABEL, GABRIELA AGUILAR ISABEL, LAURA AGUILAR ISABEL, VIRGINIA AGUILAR ISABEL, JUAN LUIS AGUILAR ISABEL y ANA MIRIAM AGUILAR ISABEL solicitando la Tramitación del PROCEDIMIENTO SUCESORIO DE INTESTADO EXTRAJUDICIAL A BIENES DE LA SEÑORA NOHEMI ISABEL MEDINA Y/O NOEMI ISABEL DE AGUILAR, en fecha 13 días del mes de Diciembre de 2025, asentado bajo el Acta Fuera de Protocolo número (134/22,1637/2025), exhibiéndome el Acta de Defunción correspondiente, en el cual se nombra a los comparecientes como Únicos y Universales Herederos, manifestando que aceptan la herencia, se reconocen entre sí sus derechos hereditarios, y además a la ciudadana LAURA AGUILAR ISABEL como Albacea de la sucesión quien a su vez procederá a formar el inventario de los Bienes. En cumplimiento de los artículos (881) ochocientos ochenta uno y (882) ochocientos ochenta y dos del Código de Procedimientos Civiles vigente en el Estado se publica el presente aviso en uno de los periódicos de los de mayor circulación en el Estado, por (2) dos veces de (10) diez en (10) diez días.	[961, 1190, 1176, 1474]
publication-dates: (2 y 12)	[823, 1924, 855, 1936]
top-rule	[31, 104, 1404, 107]
notice-title: AVISO NOTARIAL	[1251, 1340, 1337, 1353]
signature-line: NOTARIO PÚBLICO No.104	[204, 1810, 323, 1821]
signature-line: EL C. SECRETARIO DEL JUZGADO SEXTO DE JURISDICCION CONCURRENTE	[91, 981, 435, 993]
signature-line: C. SECRETARIO ADSCRITO AL JUZGADO SEXTO DE LO CIVIL	[519, 1855, 701, 1879]
notice-body-paragraph: MONTERREY, NUEVO LEON A 11 DE DICIEMBRE DEL 2025	[1190, 1873, 1398, 1898]
notice-title: AVISO NOTARIAL	[1026, 704, 1111, 717]
notice-body-paragraph: Se señalan las 11:30 once horas con treinta minutos del veintiséis de enero de dos mil veintiséis, a fin de que tenga verificativo mediante videoconferencia, venta judicial en pública subasta del bien inmueble objeto del presente juicio, consistente en: "LA CALLE AZAFRÁN NO. 122, FRACCIONAMIENTO TRES CAMINOS EN EL MUNICIPIO DE GUADALUPE, N.L. CON LA MANZANA 101, LOTE 103, CON LAS SIGUIENTES MEDIDAS Y COLINDANCIAS DEL LOTE: AL NORESTE: 7.00 MTS. CON LOTES 28 Y 29 AL SURESTE: 17.00 MTS. CON CALLE AZAFRÁN AL NOROESTE: 17.00 MTS. CON LOTE 2 AL SUROESTE: 17.00 MTS. CON LOTE 4 COLINDANCIAS DE LA MANZANA AL NORESTE CON AMAPOLA, AL SURESTE CON AZAFRÁN, AL SUROESTE CON AVE. DE LOS LIRIOS Y AL NOROESTE CON AVENIDA LA PRIMAVERA CON UNA SUPERFICIE TOTAL DE 129.96 METROS CUADRADOS. Inmueble que cuenta con los datos de registro siguientes: Inscripción número 2,761, volumen 187, libro 111, sección propiedad, unidad Guadalupe, de fecha 21 de julio de 2023." Por lo cual anúnciese la venta de dicho bien por medio de edictos que deberán de publicarse dos veces, una cada tres días en cualquiera de los periódicos El Norte, El Porvenir, Milenio Diario o Periódico ABC, a elección del ejecutante, así como en el Boletín Judicial, y en los estrados de este Juzgado, la primera publicación deberá realizarse en un término de tres días, debiendo mediar entre una y otra publicación un lapso de tres días, y entre la última publicación y la fecha del remate igual plazo. Siendo el valor del bien inmueble antes mencionado, la cantidad de $1,912,500.00 (un millón novecientos doce mil quinientos pesos 00/100 moneda nacional), de acuerdo al avalúo pericial que obra en autos. Se deja en claro que la venta del inmueble se concederá en el mejor postor, que cubra las dos terceras partes del precio y la postura legal que establece el artículo 534 del Código de Procedimientos Civiles vigente en el Estado de Nuevo León. Para tomar parte en la subasta, deberán los licitadores consignar previamente en la Secretaría de Finanzas y Tesorería General del Estado, una cantidad igual por lo menos al 10% diez por ciento efectivo del valor de los bienes, que sirva de base para la venta, sin cuyo requisito no serán admitidos, la cual se devolverá a sus respectivos dueños acto continuo al remate, excepto la que corresponda al mejor postor, la cual se reservará en depósito como garantía del cumplimiento de su obligación, y en su caso, como parte del precio de la venta, lo anterior de conformidad con el artículo 535 del referido código. Al efecto, en la secretaría de este juzgado mediante el número telefónico 8120202363 se proporcionará mayor información a los interesados y ahí mismo indicarán su correo para enviarles el enlace de Microsoft Teams. El bien inmueble antes descrito está inmerso en el expediente judicial número 597/2024, relativo al juicio ordinario civil, promovido por Jorge Alfredo Cañamar Volante, apoderado general para pleitos y cobranzas de TQ Representaciones S.A. de C.V, en contra de Martha Emilia Ayala Aguilar.	[37, 1062, 489, 1365]
publication-dates: (2 y 12)	[1278, 1936, 1310, 1947]
notice-columns	[31, 109, 1404, 2527]
notice-body-paragraph: En fecha 18 dieciocho de junio de 2025 dos mil veinticinco, radiqué en esta notaría a mi cargo, lo que se hizo constar en la escritura pública número 127 ciento veintisiete, del libro 2, los ciudadanos, me presentaron la documentación requerida por el artículo 881, 882 y relativos del Código de Procedimientos Civiles para el Estado de Nuevo León, ante mí, fueron reconocidos, como Albaceas y Únicos y Universales Herederos, exhibieron y aprobaron el proyecto de inventario y avalúo y la partición y adjudicación de los bienes, convocándose a quienes se crean con derecho a la herencia a deducirlo conforme a derecho.	[961, 1909, 1176, 2051]
legal-notice	[731, 869, 947, 1218]
masthead	[31, 37, 1402, 80]
notice-body-paragraph: Monterrey, Nuevo León, a 4 de diciembre del año 2025.	[731, 1155, 939, 1167]
signature-line: RAÚL RAMIRO AVILÉS RODARTE	[189, 1672, 337, 1684]
signature-line: TITULAR DE LA NOTARÍA PÚBLICA 134	[1208, 567, 1380, 579]
notice-title: EDICTO	[820, 114, 858, 126]
notice-signature	[961, 2065, 1176, 2126]
signature-line: SECRETARIO DE LA COORDINACIÓN DE LA GESTIÓN JUDICIAL DE LOS JUZGADOS EN MATERIA FAMILIAR DEL DÉCIMO TERCER DISTRITO JUDICIAL DEL ESTADO.	[513, 980, 707, 1028]
notice-title: EDICTO	[591, 1555, 629, 1568]
notice-body-paragraph: Cadereyta Jiménez, Nuevo León.- Ante el suscrito Notario Público, compareció la ciudadana NORMA CRISTINA LERENA TREVIÑO solicitando la Tramitación del PROCEDIMIENTO SUCESORIO DE INTESTADO EXTRAJUDICIAL A BIENES DE VICTOR ALEJANDRO LERENA TREVIÑO, en fecha 04 días del mes de Diciembre de 2025, asentado bajo el Acta Fuera de Protocolo número (134/21,915/2025), exhibiéndome el Acta de Defunción correspondiente, en el cual se nombra a los comparecientes como Únicos y Universales Herederos, manifestando que aceptan la herencia, se reconocen entre sí sus derechos hereditarios, y además la ciudadana NORMA CRISTINA LERENA TREVIÑO como Albacea de la sucesión quien a su vez procederá a formar el inventario de los Bienes. En cumplimiento de los artículos (881) ochocientos ochenta uno y (882) ochocientos ochenta y dos del Código de Procedimientos Civiles vigente en el Estado se publica el presente aviso en uno de los periódicos de los de mayor circulación en el Estado, por (2) dos veces de (10) diez en (10) diez días.	[1190, 1354, 1398, 1615]
notice-title: AVISO NOTARIAL	[1251, 621, 1337, 634]
signature-line: ERIKA ALEJANDRA NAJERA RIVERA	[986, 638, 1151, 650]
notice-title: AVISO NOTARIAL	[1026, 1176, 1111, 1189]
signature-line: NOTARIO PÚBLICO TITULAR DE LA NOTARIA PUBLICA NÚMERO 67	[739, 1900, 939, 1923]
publication-dates: (12, 13 y 14)	[584, 1880, 636, 1891]
notice-body-paragraph: Cadereyta Jiménez, Nuevo León.- Ante el suscrito Notario Público, comparecieron los ciudadanos ELIUD ACOSTA BOTELLO, RUTH ACOSTA BOTELLO, EDITH ACOSTA BOTELLO, RAQUEL ACOSTA BOTELLO, REBECA ACOSTA BOTELLO y EUNICE ACOSTA BOTELLO; así mismo comparecen los ciudadanos ADELITA DIAZ MARCHAN y JOSE ELISEO ACOSTA DIAZ, solicitando la Tramitación del PROCEDIMIENTO SUCESORIO DE INTESTADO EXTRAJUDICIAL A BIENES DEL SEÑOR JOSE ACOSTA ALMAGUER Y/O JOSE ACOSTA Y TESTAMENTARIO A BIENES DE LA SEÑORA MA. TERESA BOTELLO RIOS Y/O MARIA TERESA BOTELLO RIOS Y/O MARIA TERESA BOTELLO Y/O MARIA TERESA BOTELLO Y/O MA. TERESA BOTELLO DE ACOSTA, en fecha 16 días del mes de Diciembre de 2025, asentado bajo el Acta Fuera de Protocolo número (134/22,210/2025), exhibiéndome las Actas de Defunción correspondiente y el Primer Testimonio de la Escritura Pública que contiene el Testamento Público Abierto correspondiente, en el cual se nombra a los comparecientes como Únicos y Universales Herederos, manifestando que aceptan la herencia, se reconocen entre si sus derechos hereditarios, y además a las ciudadanas RUTH ACOSTA BOTELLO como Albacea de la Sucesión TESTAMENTARIA, y a la señora EUNICE ACOSTA BOTELLO como Albacea de la Sucesión INTESTADA quienes a su vez procederán a formar el inventario de los Bienes. En cumplimiento de los artículos (881) ochocientos ochenta y uno y (882) ochocientos ochenta y dos del Código de Procedimientos Civiles vigente en el Estado se publica el presente aviso en uno de los periódicos de los de mayor circulación en el Estado, por (2) dos veces de (10) diez en (10) diez días.	[1190, 128, 1398, 554]
notice-body-paragraph: A: Dirigido a: Fareezo I, Sociedad de Responsabilidad Limitada de Capital Variable. Domicilio: Ignorado	[503, 1569, 717, 1592]
notice-signature	[961, 1476, 1176, 1524]
publication-dates: (12, 13 y 14)	[584, 1041, 636, 1052]
legal-notice	[37, 1420, 489, 1697]
column-2	[497, 109, 724, 2527]
notice-signature	[731, 1546, 947, 1583]
signature-line: LIC. RAFAEL RODRÍGUEZ ÁVILA	[767, 1546, 911, 1558]
signature-line: LICENCIADO FEDERICO GARZA ARIZPE	[1205, 932, 1383, 944]
notice-signature	[961, 1830, 1176, 1878]
legal-notice	[731, 598, 947, 852]
legal-notice	[37, 1048, 489, 1403]
notice-signature	[1190, 1616, 1398, 1665]
signature-line: TITULAR DE LA NOTARÍA PÚBLICA 134	[1208, 945, 1380, 957]
issue-date: Lunes 12 de enero de 2026	[1174, 48, 1402, 68]
legal-notice	[503, 1556, 717, 1892]
publication-dates: (2 y 12)	[1278, 1311, 1310, 1323]
legal-notice	[961, 704, 1176, 1159]
signature-line: LICENCIADO FEDERICO GARZA ARIZPE	[979, 1476, 1158, 1488]
notice-signature	[731, 1887, 947, 1936]
signature-line: LICENCIADO FEDERICO GARZA ARIZPE	[1205, 1274, 1383, 1286]
